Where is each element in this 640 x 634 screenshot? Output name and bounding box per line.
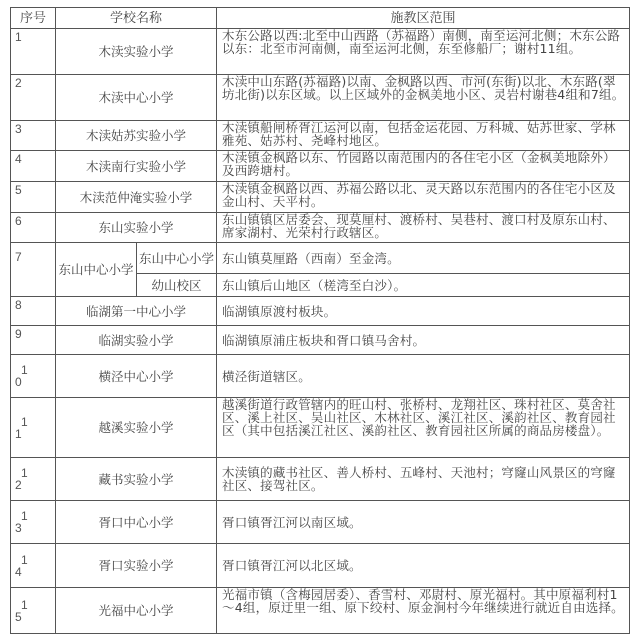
district-area: 东山镇镇区居委会、现莫厘村、渡桥村、吴巷村、渡口村及原东山村、席家湖村、光荣村行政辖区。 xyxy=(217,213,630,243)
table-row xyxy=(11,458,630,501)
school-name: 木渎姑苏实验小学 xyxy=(56,121,217,151)
row-index: 1 4 xyxy=(11,544,56,588)
row-index: 5 xyxy=(11,182,56,213)
campus-name: 幼山校区 xyxy=(137,274,217,297)
row-index: 1 3 xyxy=(11,501,56,544)
district-area: 光福市镇（含梅园居委）、香雪村、邓尉村、原光福村。其中原福利村1～4组，原迂里一组、原下绞村、原金涧村今年继续进行就近自由选择。 xyxy=(217,588,630,634)
table-header-row xyxy=(11,8,630,29)
header-area: 施教区范围 xyxy=(217,8,630,29)
district-area: 临湖镇原渡村板块。 xyxy=(217,297,630,326)
row-index: 9 xyxy=(11,326,56,355)
table-row xyxy=(11,151,630,182)
school-name: 光福中心小学 xyxy=(56,588,217,634)
table-row xyxy=(11,398,630,458)
school-name: 越溪实验小学 xyxy=(56,398,217,458)
campus-name: 东山中心小学 xyxy=(137,243,217,274)
table-row xyxy=(11,544,630,588)
district-area: 横泾街道辖区。 xyxy=(217,355,630,398)
row-index: 8 xyxy=(11,297,56,326)
table-row xyxy=(11,121,630,151)
district-area: 木渎镇船闸桥胥江运河以南，包括金运花园、万科城、姑苏世家、学林雅苑、姑苏村、尧峰村地区。 xyxy=(217,121,630,151)
district-area: 越溪街道行政管辖内的旺山村、张桥村、龙翔社区、珠村社区、莫舍社区、溪上社区、吴山社区、木林社区、溪江社区、溪韵社区、教育园社区（其中包括溪江社区、溪韵社区、教育园社区所属的商品房楼盘）。 xyxy=(217,398,630,458)
table-row xyxy=(11,501,630,544)
district-area: 临湖镇原浦庄板块和胥口镇马舍村。 xyxy=(217,326,630,355)
table-row xyxy=(11,297,630,326)
table-row xyxy=(11,588,630,634)
school-name: 东山实验小学 xyxy=(56,213,217,243)
district-area: 东山镇后山地区（槎湾至白沙）。 xyxy=(217,274,630,297)
school-name: 藏书实验小学 xyxy=(56,458,217,501)
school-name: 东山中心小学 xyxy=(56,243,137,297)
district-area: 胥口镇胥江河以南区域。 xyxy=(217,501,630,544)
row-index: 1 0 xyxy=(11,355,56,398)
district-area: 木东公路以西:北至中山西路（苏福路）南侧，南至运河北侧；木东公路以东：北至市河南侧，南至运河北侧，东至修船厂；谢村11组。 xyxy=(217,29,630,75)
row-index: 6 xyxy=(11,213,56,243)
table-row xyxy=(11,182,630,213)
school-name: 胥口中心小学 xyxy=(56,501,217,544)
school-name: 木渎实验小学 xyxy=(56,29,217,75)
row-index: 2 xyxy=(11,75,56,121)
school-name: 横泾中心小学 xyxy=(56,355,217,398)
row-index: 7 xyxy=(11,243,56,297)
row-index: 4 xyxy=(11,151,56,182)
school-name: 木渎范仲淹实验小学 xyxy=(56,182,217,213)
row-index: 1 1 xyxy=(11,398,56,458)
district-area: 木渎镇金枫路以东、竹园路以南范围内的各住宅小区（金枫美地除外）及西跨塘村。 xyxy=(217,151,630,182)
row-index: 1 2 xyxy=(11,458,56,501)
row-index: 1 xyxy=(11,29,56,75)
table-row xyxy=(11,213,630,243)
header-school: 学校名称 xyxy=(56,8,217,29)
district-area: 胥口镇胥江河以北区域。 xyxy=(217,544,630,588)
school-name: 木渎中心小学 xyxy=(56,75,217,121)
row-index: 3 xyxy=(11,121,56,151)
header-index: 序号 xyxy=(11,8,56,29)
table-row xyxy=(11,75,630,121)
school-name: 胥口实验小学 xyxy=(56,544,217,588)
table-row xyxy=(11,29,630,75)
school-name: 临湖实验小学 xyxy=(56,326,217,355)
table-row xyxy=(11,355,630,398)
school-name: 木渎南行实验小学 xyxy=(56,151,217,182)
district-area: 木渎镇金枫路以西、苏福公路以北、灵天路以东范围内的各住宅小区及金山村、天平村。 xyxy=(217,182,630,213)
district-area: 东山镇莫厘路（西南）至金湾。 xyxy=(217,243,630,274)
table-row xyxy=(11,326,630,355)
table-row xyxy=(11,243,630,274)
school-district-table xyxy=(10,7,630,634)
district-area: 木渎中山东路(苏福路)以南、金枫路以西、市河(东街)以北、木东路(翠坊北街)以东区域。以上区域外的金枫美地小区、灵岩村谢巷4组和7组。 xyxy=(217,75,630,121)
row-index: 1 5 xyxy=(11,588,56,634)
district-area: 木渎镇的藏书社区、善人桥村、五峰村、天池村；穹窿山风景区的穹窿社区、接驾社区。 xyxy=(217,458,630,501)
school-name: 临湖第一中心小学 xyxy=(56,297,217,326)
